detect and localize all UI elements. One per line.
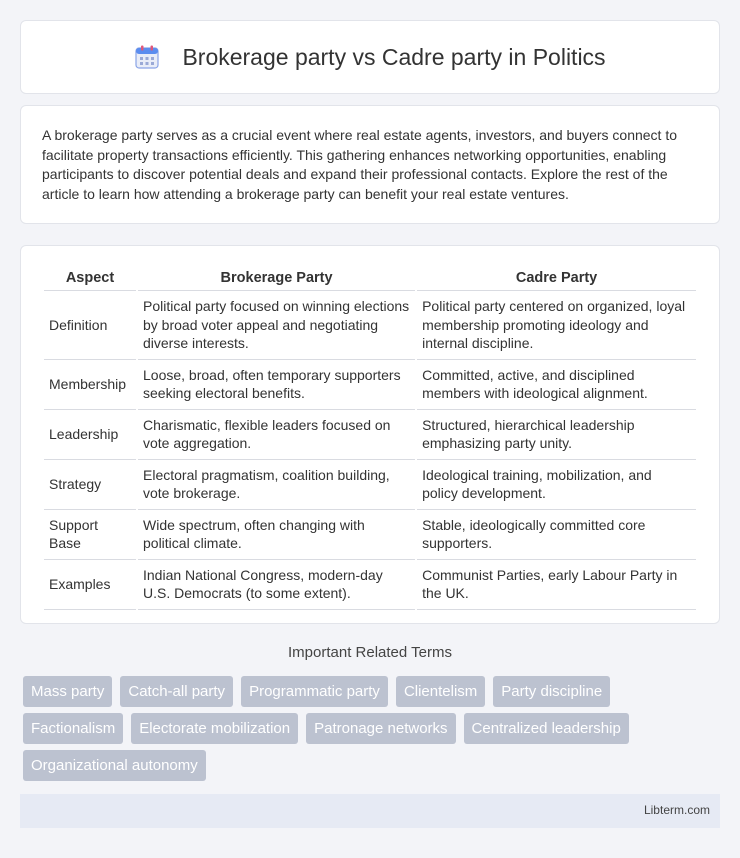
table-header-row [44,265,696,291]
related-terms-title: Important Related Terms [288,644,452,661]
row-aspect: Examples [44,560,136,610]
tag-mass-party[interactable]: Mass party [23,676,112,707]
header-cadre: Cadre Party [417,265,696,291]
table-row [44,510,696,560]
row-cadre: Stable, ideologically committed core supporters. [417,510,696,560]
table-row [44,410,696,460]
row-aspect: Strategy [44,460,136,510]
tag-organizational-autonomy[interactable]: Organizational autonomy [23,750,206,781]
row-aspect: Support Base [44,510,136,560]
tag-party-discipline[interactable]: Party discipline [493,676,610,707]
comparison-table [42,265,698,610]
row-brokerage: Political party focused on winning elections by broad voter appeal and negotiating diverse interests. [138,291,415,360]
tag-factionalism[interactable]: Factionalism [23,713,123,744]
row-brokerage: Indian National Congress, modern-day U.S. Democrats (to some extent). [138,560,415,610]
footer-brand[interactable]: Libterm.com [643,803,710,817]
row-brokerage: Wide spectrum, often changing with political climate. [138,510,415,560]
row-brokerage: Electoral pragmatism, coalition building, vote brokerage. [138,460,415,510]
calendar-icon [134,44,160,70]
row-cadre: Political party centered on organized, loyal membership promoting ideology and internal discipline. [417,291,696,360]
tag-catch-all-party[interactable]: Catch-all party [120,676,233,707]
table-row [44,460,696,510]
tag-clientelism[interactable]: Clientelism [396,676,485,707]
row-cadre: Communist Parties, early Labour Party in the UK. [417,560,696,610]
header-brokerage: Brokerage Party [138,265,415,291]
header-aspect: Aspect [44,265,136,291]
row-brokerage: Loose, broad, often temporary supporters seeking electoral benefits. [138,360,415,410]
row-aspect: Leadership [44,410,136,460]
comparison-card [20,245,720,624]
row-aspect: Membership [44,360,136,410]
footer [20,794,720,828]
row-aspect: Definition [44,291,136,360]
row-brokerage: Charismatic, flexible leaders focused on vote aggregation. [138,410,415,460]
tag-centralized-leadership[interactable]: Centralized leadership [464,713,629,744]
tag-electorate-mobilization[interactable]: Electorate mobilization [131,713,298,744]
table-row [44,291,696,360]
related-terms-list [23,676,723,787]
row-cadre: Committed, active, and disciplined members with ideological alignment. [417,360,696,410]
page-title: Brokerage party vs Cadre party in Politics [182,43,606,70]
tag-patronage-networks[interactable]: Patronage networks [306,713,455,744]
table-row [44,560,696,610]
title-card [20,20,720,94]
intro-text: A brokerage party serves as a crucial event where real estate agents, investors, and buyers connect to facilitate property transactions efficiently. This gathering enhances networking opportunities, enabling participants to discover potential deals and expand their professional contacts. Explore the rest of the article to learn how attending a brokerage party can benefit your real estate ventures. [42,127,678,202]
row-cadre: Structured, hierarchical leadership emphasizing party unity. [417,410,696,460]
row-cadre: Ideological training, mobilization, and policy development. [417,460,696,510]
intro-card [20,105,720,224]
table-row [44,360,696,410]
tag-programmatic-party[interactable]: Programmatic party [241,676,388,707]
